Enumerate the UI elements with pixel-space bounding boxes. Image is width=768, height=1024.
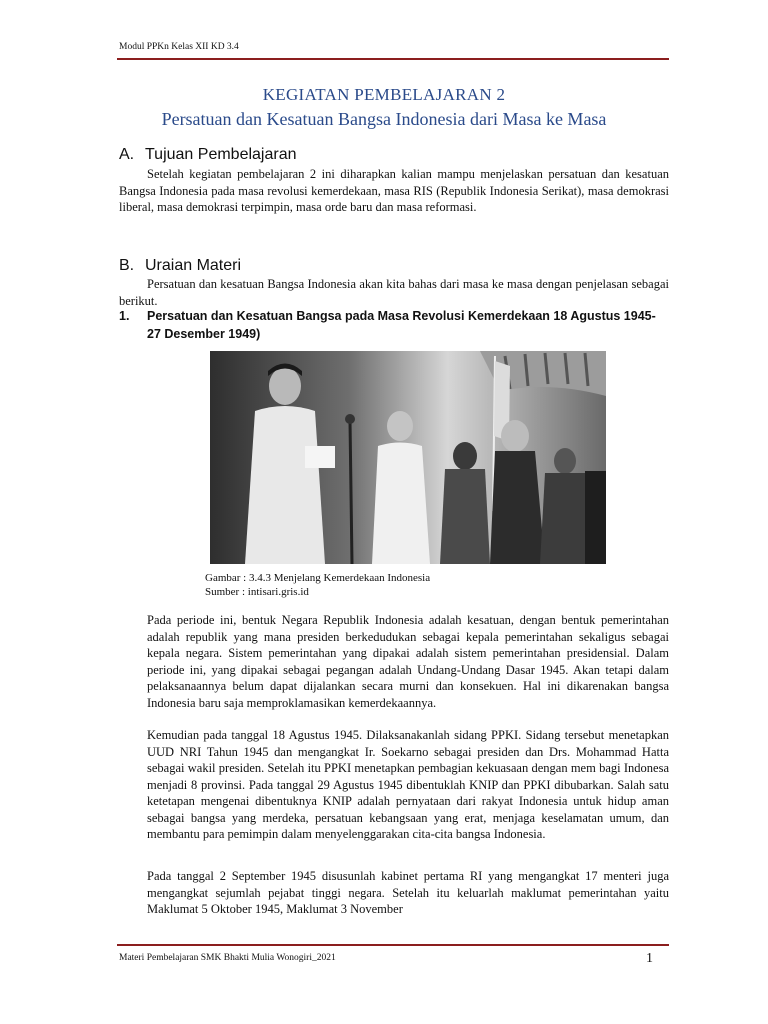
- figure-caption-title: Gambar : 3.4.3 Menjelang Kemerdekaan Indonesia: [205, 572, 431, 584]
- page-title: KEGIATAN PEMBELAJARAN 2: [262, 85, 506, 104]
- page-number: 1: [646, 951, 653, 966]
- historical-photo: [210, 351, 606, 564]
- subsection-1-heading: [119, 307, 669, 343]
- header-rule: [117, 58, 669, 60]
- subsection-1-number: 1.: [119, 309, 130, 323]
- body-paragraph-2: Kemudian pada tanggal 18 Agustus 1945. Dilaksanakanlah sidang PPKI. Sidang tersebut menetapkan UUD NRI Tahun 1945 dan mengangkat Ir. Soekarno sebagai presiden dan Drs. Mohammad Hatta sebagai wakil presiden. Setelah itu PPKI menetapkan pembagian kekuasaan dengan mem bagi Indonesa menjadi 8 provinsi. Pada tanggal 29 Agustus 1945 dibentuklah KNIP dan PPKI dibubarkan. Salah satu ketetapan mengenai dibentuknya KNIP adalah pernyataan dari rakyat Indonesia untuk hidup aman sebagai bangsa yang merdeka, persatuan kebangsaan yang erat, menjaga keselamatan umum, dan membantu para pemimpin dalam menyelenggarakan cita-cita bangsa Indonesia.: [147, 728, 669, 841]
- running-header: Modul PPKn Kelas XII KD 3.4: [119, 42, 239, 52]
- section-a-number: A.: [119, 146, 135, 163]
- section-a-body: Setelah kegiatan pembelajaran 2 ini diharapkan kalian mampu menjelaskan persatuan dan kesatuan Bangsa Indonesia pada masa revolusi kemerdekaan, masa RIS (Republik Indonesia Serikat), masa demokrasi liberal, masa demokrasi terpimpin, masa orde baru dan masa reformasi.: [119, 167, 669, 214]
- page-subtitle: Persatuan dan Kesatuan Bangsa Indonesia dari Masa ke Masa: [161, 109, 607, 129]
- footer-text: Materi Pembelajaran SMK Bhakti Mulia Wonogiri_2021: [119, 953, 336, 963]
- body-paragraph-1: Pada periode ini, bentuk Negara Republik Indonesia adalah kesatuan, dengan bentuk pemerintahan adalah republik yang mana presiden berkedudukan sebagai kepala pemerintahan sekaligus sebagai kepala negara. Sistem pemerintahan yang dipakai adalah sistem pemerintahan presidensial. Dalam periode ini, yang dipakai sebagai pegangan adalah Undang-Undang Dasar 1945. Akan tetapi dalam pelaksanaannya belum dapat dijalankan secara murni dan konsekuen. Hal ini dikarenakan bangsa Indonesia baru saja memproklamasikan kemerdekaannya.: [147, 613, 669, 710]
- subsection-1-title: Persatuan dan Kesatuan Bangsa pada Masa Revolusi Kemerdekaan 18 Agustus 1945-27 Desember 1949): [147, 309, 656, 341]
- section-b-title: Uraian Materi: [145, 257, 242, 274]
- figure-caption-source: Sumber : intisari.gris.id: [205, 586, 309, 598]
- figure-caption: [205, 571, 430, 599]
- section-b-number: B.: [119, 257, 135, 274]
- historical-photo-drawing: [210, 351, 606, 564]
- body-paragraph-3: Pada tanggal 2 September 1945 disusunlah kabinet pertama RI yang mengangkat 17 menteri juga mengangkat sejumlah pejabat tinggi negara. Setelah itu keluarlah maklumat pemerintahan yaitu Maklumat 5 Oktober 1945, Maklumat 3 November: [147, 869, 669, 916]
- section-a-title: Tujuan Pembelajaran: [145, 146, 297, 163]
- footer-rule: [117, 944, 669, 946]
- section-b-intro: Persatuan dan kesatuan Bangsa Indonesia akan kita bahas dari masa ke masa dengan penjelasan sebagai berikut.: [119, 277, 669, 308]
- section-a-heading: [119, 146, 297, 164]
- section-b-heading: [119, 257, 241, 275]
